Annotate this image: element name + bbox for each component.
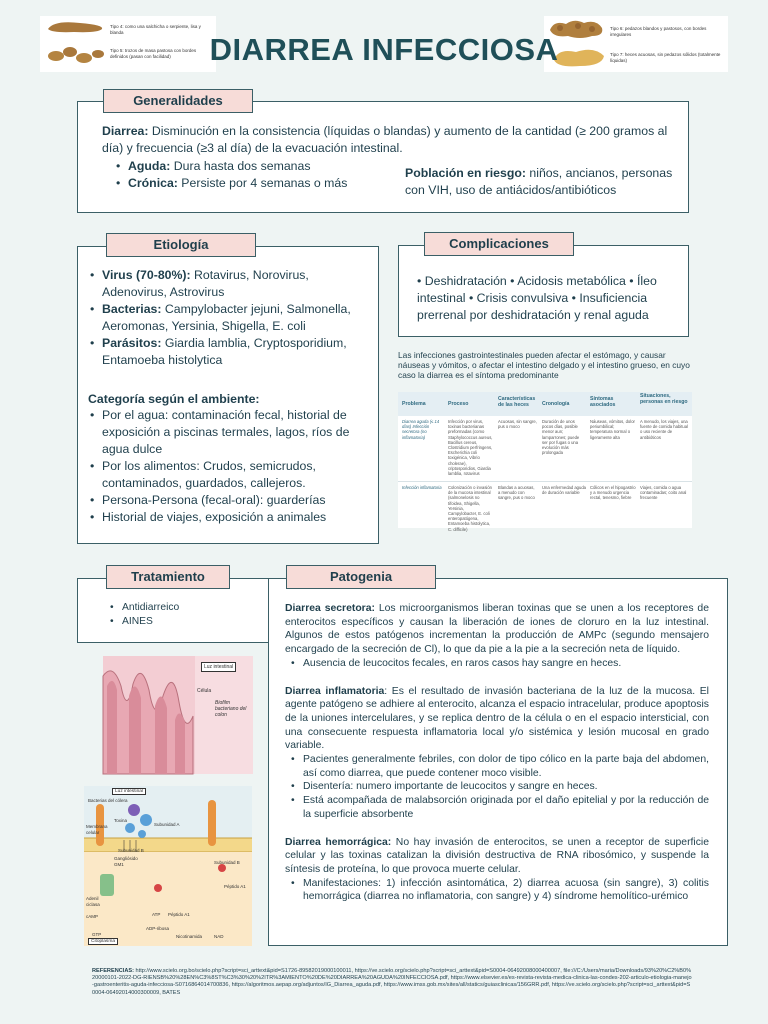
toxin-label-citoplasma: Citoplasma (88, 938, 118, 945)
list-item: • Por el agua: contaminación fecal, historial de exposición a piscinas termales, lagos, ríos de agua dulce (88, 407, 372, 458)
patogenia-content (285, 602, 709, 904)
list-item: • Por los alimentos: Crudos, semicrudos, contaminados, guardados, callejeros. (88, 458, 372, 492)
secretora-term: Diarrea secretora: (285, 603, 375, 614)
patogenia-header: Patogenia (286, 565, 436, 589)
bacterias-term: Bacterias: (102, 302, 162, 316)
list-item (88, 301, 372, 335)
virus-term: Virus (70-80%): (102, 268, 191, 282)
table-cell: Infección inflamatoria (402, 485, 442, 490)
complicaciones-header: Complicaciones (424, 232, 574, 256)
toxin-label-nad: NAD (214, 934, 224, 939)
list-item: • AINES (108, 615, 179, 629)
parasitos-term: Parásitos: (102, 336, 162, 350)
generalidades-header: Generalidades (103, 89, 253, 113)
list-item: • Antidiarreico (108, 601, 179, 615)
table-row (398, 416, 692, 482)
table-header-cell: Situaciones, personas en riesgo (640, 393, 688, 405)
virus-def: Rotavirus, Norovirus, Adenovirus, Astrovirus (102, 268, 309, 299)
villi-label-celula: Célula (197, 688, 212, 694)
references (92, 968, 692, 997)
list-item: • Está acompañada de malabsorción originada por el daño epitelial y por la reducción de la superficie absorbente (289, 794, 709, 821)
cronica-def: Persiste por 4 semanas o más (177, 176, 348, 190)
hemorragica-list (285, 877, 709, 904)
inflamatoria-paragraph (285, 685, 709, 754)
toxin-label-luz: Luz intestinal (112, 788, 146, 795)
table-header-cell: Características de las heces (498, 396, 536, 408)
tratamiento-list (108, 601, 179, 628)
poblacion-riesgo (405, 165, 675, 199)
list-item: • Historial de viajes, exposición a animales (88, 509, 372, 526)
infecciones-note: Las infecciones gastrointestinales pueden afectar el estómago, y causar náuseas y vómitos, o afectar el intestino delgado y el intestino grueso, en cuyo caso la diarrea es el síntoma predominante (398, 350, 690, 380)
list-item (88, 335, 372, 369)
toxin-mechanism-illustration (84, 786, 252, 946)
aguda-def: Dura hasta dos semanas (170, 159, 311, 173)
table-row (398, 482, 692, 532)
riesgo-term: Población en riesgo: (405, 166, 526, 180)
intestinal-villi-figure (103, 656, 253, 774)
table-cell: Infección por virus, toxinas bacterianas preformadas (como Staphylococcus aureus, Bacillus cereus, Clostridium perfringens, Escherichia coli toxigénica, Vibrio cholerae), criptosporidios, Giardia lamblia, rotavirus (448, 419, 493, 477)
toxin-label-nicotinamida: Nicotinamida (176, 934, 203, 939)
complicaciones-text: • Deshidratación • Acidosis metabólica • Íleo intestinal • Crisis convulsiva • Insuficiencia prerrenal por deshidratación y renal aguda (417, 274, 657, 322)
secretora-list (285, 657, 709, 671)
bacterias-def: Campylobacter jejuni, Salmonella, Aeromonas, Yersinia, Shigella, E. coli (102, 302, 351, 333)
list-item: • Ausencia de leucocitos fecales, en raros casos hay sangre en heces. (289, 657, 709, 671)
diarrhea-comparison-table (398, 392, 692, 532)
inflamatoria-def: : Es el resultado de invasión bacteriana de la luz de la mucosa. El agente patógeno se adhiere al enterocito, alcanza el espacio intracelular, produce apoptosis de la uniones intercelulares, y se replica dentro de la célula o en el espacio intersticial, con una consecuente respuesta inflamatoria local y/o sistémica y lesión mucosal en grado variable. (285, 685, 709, 752)
list-item: • Disentería: numero importante de leucocitos y sangre en heces. (289, 780, 709, 794)
bristol-type5-caption: Tipo 5: trozos de masa pastosa con bordes definidos (pasan con facilidad) (110, 48, 197, 59)
toxin-label-peptido-a1b: Péptido A1 (168, 912, 190, 917)
table-cell: Blandas a acuosas, a menudo con sangre, pus o moco (498, 485, 535, 501)
riesgo-def: niños, ancianos, personas con VIH, uso de antiácidos/antibióticos (405, 166, 673, 197)
hemorragica-def: No hay invasión de enterocitos, se unen a receptor de superficie celular y las toxinas catalizan la división destructiva de RNA ribosómico, y suspende la síntesis de proteína, lo que provoca muerte celular. (285, 836, 710, 875)
parasitos-def: Giardia lamblia, Cryptosporidium, Entamoeba histolytica (102, 336, 347, 367)
toxin-label-adp-ribosa: ADP-ribosa (146, 926, 170, 931)
list-item: • Persona-Persona (fecal-oral): guarderías (88, 492, 372, 509)
table-cell: Náuseas, vómitos, dolor periumbilical; temperatura normal o ligeramente alta (590, 419, 635, 440)
table-cell: Una enfermedad aguda de duración variable (542, 485, 587, 496)
categoria-list (88, 407, 372, 526)
aguda-term: Aguda: (128, 159, 171, 173)
cronica-term: Crónica: (128, 176, 178, 190)
hemorragica-paragraph (285, 836, 709, 877)
table-header-cell: Síntomas asociados (590, 396, 616, 408)
toxin-label-gangliosido: Gangliósido GM1 (114, 856, 138, 867)
diarrea-definition (102, 123, 670, 157)
toxin-label-toxina: Toxina (114, 818, 128, 823)
toxin-label-subunidad-b: Subunidad B (118, 848, 144, 853)
categoria-title: Categoría según el ambiente: (88, 392, 260, 406)
diarrea-types-list (114, 158, 374, 192)
table-header-cell: Problema (402, 401, 426, 407)
etiologia-box (77, 246, 379, 544)
toxin-label-atp: ATP (152, 912, 161, 917)
table-cell: Acuosas, sin sangre, pus o moco (498, 419, 537, 430)
table-cell: Diarrea aguda (≤ 14 días) Infección secretora (no inflamatoria) (402, 419, 440, 440)
table-cell: Cólicos en el hipogastrio y a menudo urgencia rectal, tenesmo, fiebre (590, 485, 636, 501)
secretora-def: Los microorganismos liberan toxinas que se unen a los receptores de enterocitos específicos y causan la liberación de iones de cloruro en la luz intestinal. Algunos de estos patógenos incrementan la producción de AMPc (segundo mensajero encargado de la secreción de Cl), lo que da pie a la pie a la secreción neta de líquido. (285, 603, 709, 656)
diarrea-term: Diarrea: (102, 124, 149, 138)
toxin-label-gtp: GTP (92, 932, 102, 937)
toxin-label-subunidad-b2: Subunidad B (214, 860, 240, 865)
table-header-cell: Proceso (448, 401, 469, 407)
list-item: • Manifestaciones: 1) infección asintomática, 2) diarrea acuosa (sin sangre), 3) colitis hemorrágica (diarrea no inflamatoria, con sangre) y 4) síndrome hemolítico-urémico (289, 877, 709, 904)
diarrea-def: Disminución en la consistencia (líquidas o blandas) y aumento de la cantidad (≥ 200 gramos al día) y frecuencia (≥3 al día) de la evacuación intestinal. (102, 124, 668, 155)
secretora-paragraph (285, 602, 709, 657)
list-item: • Pacientes generalmente febriles, con dolor de tipo cólico en la parte baja del abdomen, así como diarrea, que puede contener moco visible. (289, 753, 709, 780)
tratamiento-header: Tratamiento (106, 565, 230, 589)
generalidades-box (77, 101, 689, 213)
table-cell: Colonización o invasión de la mucosa intestinal (salmonelosis no tifoidea, Shigella, Yersinia, Campylobacter, E. coli enteropatógena, Entamoeba histolytica, C. difficile) (448, 485, 492, 532)
cholera-toxin-figure (84, 786, 252, 946)
toxin-label-adenil: Adenil ciclasa (86, 896, 100, 907)
list-item (114, 175, 374, 192)
toxin-label-bacterias: Bacterias del cólera (88, 798, 128, 803)
toxin-label-camp: cAMP (86, 914, 99, 919)
inflamatoria-list (285, 753, 709, 822)
toxin-label-subunidad-a: Subunidad A (154, 822, 180, 827)
etiologia-agents-list (88, 267, 372, 369)
inflamatoria-term: Diarrea inflamatoria (285, 685, 385, 697)
references-label: REFERENCIAS: (92, 968, 134, 974)
etiologia-header: Etiología (106, 233, 256, 257)
toxin-label-peptido-a1: Péptido A1 (224, 884, 246, 889)
list-item (88, 267, 372, 301)
bristol-type7-caption: Tipo 7: heces acuosas, sin pedazos sólidos (totalmente líquidas) (610, 52, 721, 63)
page-title: DIARREA INFECCIOSA (209, 32, 559, 67)
list-item (114, 158, 374, 175)
bristol-type6-caption: Tipo 6: pedazos blandos y pastosos, con bordes irregulares (610, 26, 707, 37)
table-header-cell: Cronología (542, 401, 570, 407)
table-header-row (398, 392, 692, 416)
hemorragica-term: Diarrea hemorrágica: (285, 836, 392, 848)
villi-label-luz: Luz intestinal (201, 662, 236, 672)
complicaciones-box (398, 245, 689, 337)
references-text: http://www.scielo.org.bo/scielo.php?script=sci_arttext&pid=S1726-89582019000100011, https://ve.scielo.org/scielo.php?script=sci_arttext&pid=S0004-06492008000400007, file:///C:/Users/maria/Downloads/93%20%C2%B0%20000101-2022-DG-RIENSB%20%28EN%C3%8ST%C3%30%20%2ITR%3AMIENTO%20DE%20DIARREA%20AGUDA%20INFECCIOSA.pdf, https://www.elsevier.es/es-revista-revista-medica-clinica-las-condes-202-articulo-etiologia-manejo-gastroenteritis-aguda-infecciosa-S0716864014700836, https://algoritmos.aepap.org/adjuntos/IG_Diarrea_aguda.pdf, https://www.imss.gob.mx/sites/all/statics/guiasclinicas/156GRR.pdf, https://ve.scielo.org/scielo.php?script=sci_arttext&pid=S0004-06492014000300009, BATES (92, 968, 692, 996)
table-cell: Duración de unos pocos días, posible menor aun; lamparrones; puede ser por fugas o una evolución más prolongada (542, 419, 580, 456)
villi-label-biofilm: Biofilm bacteriano del colon (215, 700, 247, 718)
table-cell: A menudo, los viajes, una fuente de comida habitual o uso reciente de antibióticos (640, 419, 688, 440)
bristol-type4-caption: Tipo 4: como una salchicha o serpiente, lisa y blanda (110, 24, 201, 35)
toxin-label-membrana: Membrana celular (86, 824, 108, 835)
table-cell: Viajes, comida o agua contaminadas; coito anal frecuente (640, 485, 687, 501)
